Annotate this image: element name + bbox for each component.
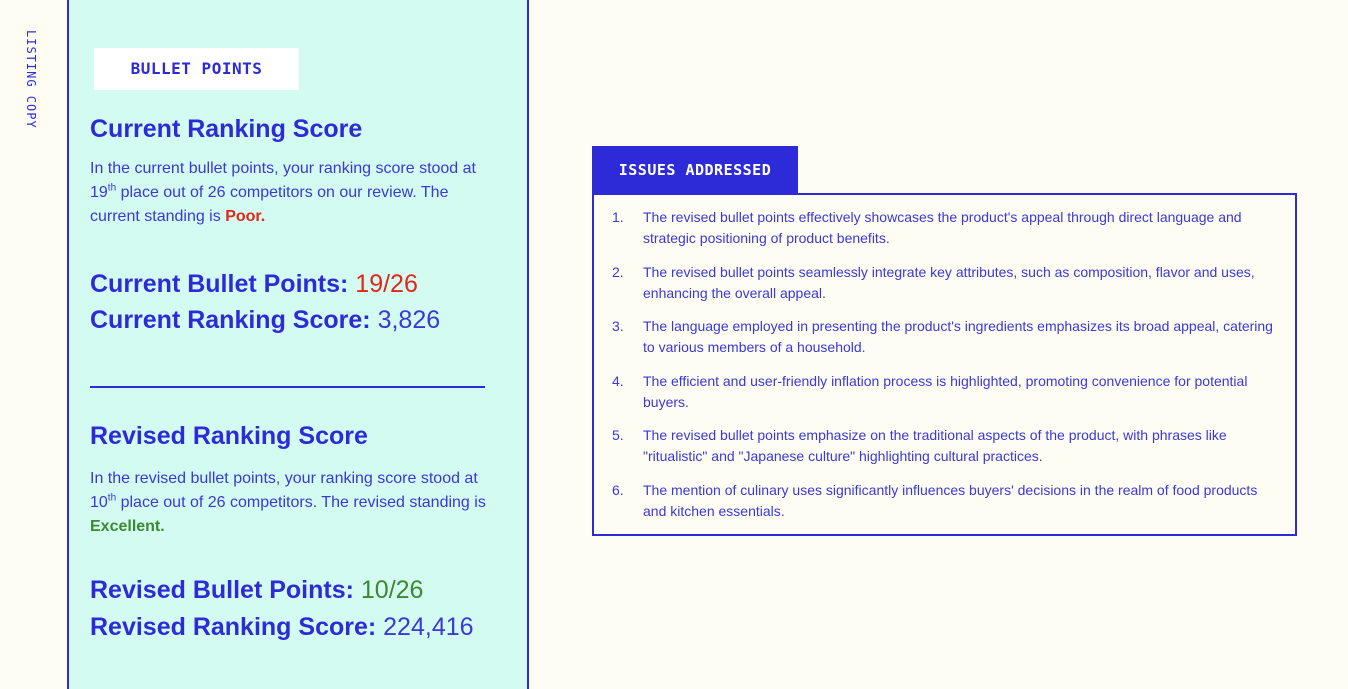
item-text: The mention of culinary uses significantly influences buyers' decisions in the realm of food products and kitchen essentials. [643, 481, 1258, 519]
revised-bullet-points-label: Revised Bullet Points: [90, 576, 361, 604]
item-text: The efficient and user-friendly inflation process is highlighted, promoting convenience for potential buyers. [643, 372, 1248, 410]
revised-bullet-points [90, 572, 423, 608]
revised-ranking-score [90, 609, 474, 645]
list-item [594, 371, 1281, 413]
issues-list [594, 195, 1295, 522]
item-number: 6. [612, 481, 624, 498]
revised-score-title: Revised Ranking Score [90, 422, 368, 450]
current-ranking-score [90, 302, 440, 338]
side-rail [0, 0, 69, 689]
list-item [594, 316, 1281, 358]
current-para-mid: place out of 26 competitors on our review. The current standing is [90, 184, 449, 225]
issues-box [592, 193, 1297, 536]
revised-para-pre: In the revised bullet points, your ranking score stood at 10 [90, 470, 478, 511]
current-score-title: Current Ranking Score [90, 115, 363, 143]
revised-para-mid: place out of 26 competitors. The revised standing is [116, 494, 486, 511]
issues-title: ISSUES ADDRESSED [592, 146, 798, 194]
revised-ranking-score-label: Revised Ranking Score: [90, 613, 384, 641]
list-item [594, 262, 1281, 304]
list-item [594, 425, 1281, 467]
section-divider [90, 386, 485, 388]
current-ranking-score-label: Current Ranking Score: [90, 306, 378, 334]
revised-para-sup: th [107, 492, 117, 504]
revised-ranking-score-value: 224,416 [383, 613, 474, 641]
item-text: The revised bullet points seamlessly integrate key attributes, such as composition, flavor and uses, enhancing the overall appeal. [643, 263, 1255, 301]
current-bullet-points [90, 266, 418, 302]
item-text: The revised bullet points emphasize on the traditional aspects of the product, with phrases like "ritualistic" and "Japanese culture" highlighting cultural practices. [643, 427, 1227, 464]
list-item [594, 480, 1281, 522]
current-ranking-score-value: 3,826 [377, 306, 441, 334]
item-number: 1. [612, 209, 624, 225]
revised-standing: Excellent. [90, 518, 165, 535]
revised-bullet-points-value: 10/26 [360, 576, 424, 604]
current-bullet-points-value: 19/26 [355, 270, 418, 298]
rail-label: LISTING COPY [24, 30, 38, 129]
list-item [594, 207, 1281, 249]
item-number: 4. [612, 372, 624, 389]
section-tag: BULLET POINTS [94, 48, 299, 90]
revised-score-description [90, 467, 490, 539]
current-score-description [90, 157, 490, 229]
current-para-sup: th [107, 182, 117, 194]
current-para-pre: In the current bullet points, your ranking score stood at 19 [90, 160, 476, 201]
item-text: The language employed in presenting the product's ingredients emphasizes its broad appeal, catering to various members of a household. [643, 318, 1273, 355]
item-text: The revised bullet points effectively showcases the product's appeal through direct language and strategic positioning of product benefits. [643, 209, 1242, 246]
item-number: 5. [612, 427, 624, 443]
item-number: 2. [612, 263, 624, 280]
item-number: 3. [612, 318, 624, 334]
current-standing: Poor. [225, 208, 266, 225]
current-bullet-points-label: Current Bullet Points: [90, 270, 356, 298]
score-panel [69, 0, 529, 689]
